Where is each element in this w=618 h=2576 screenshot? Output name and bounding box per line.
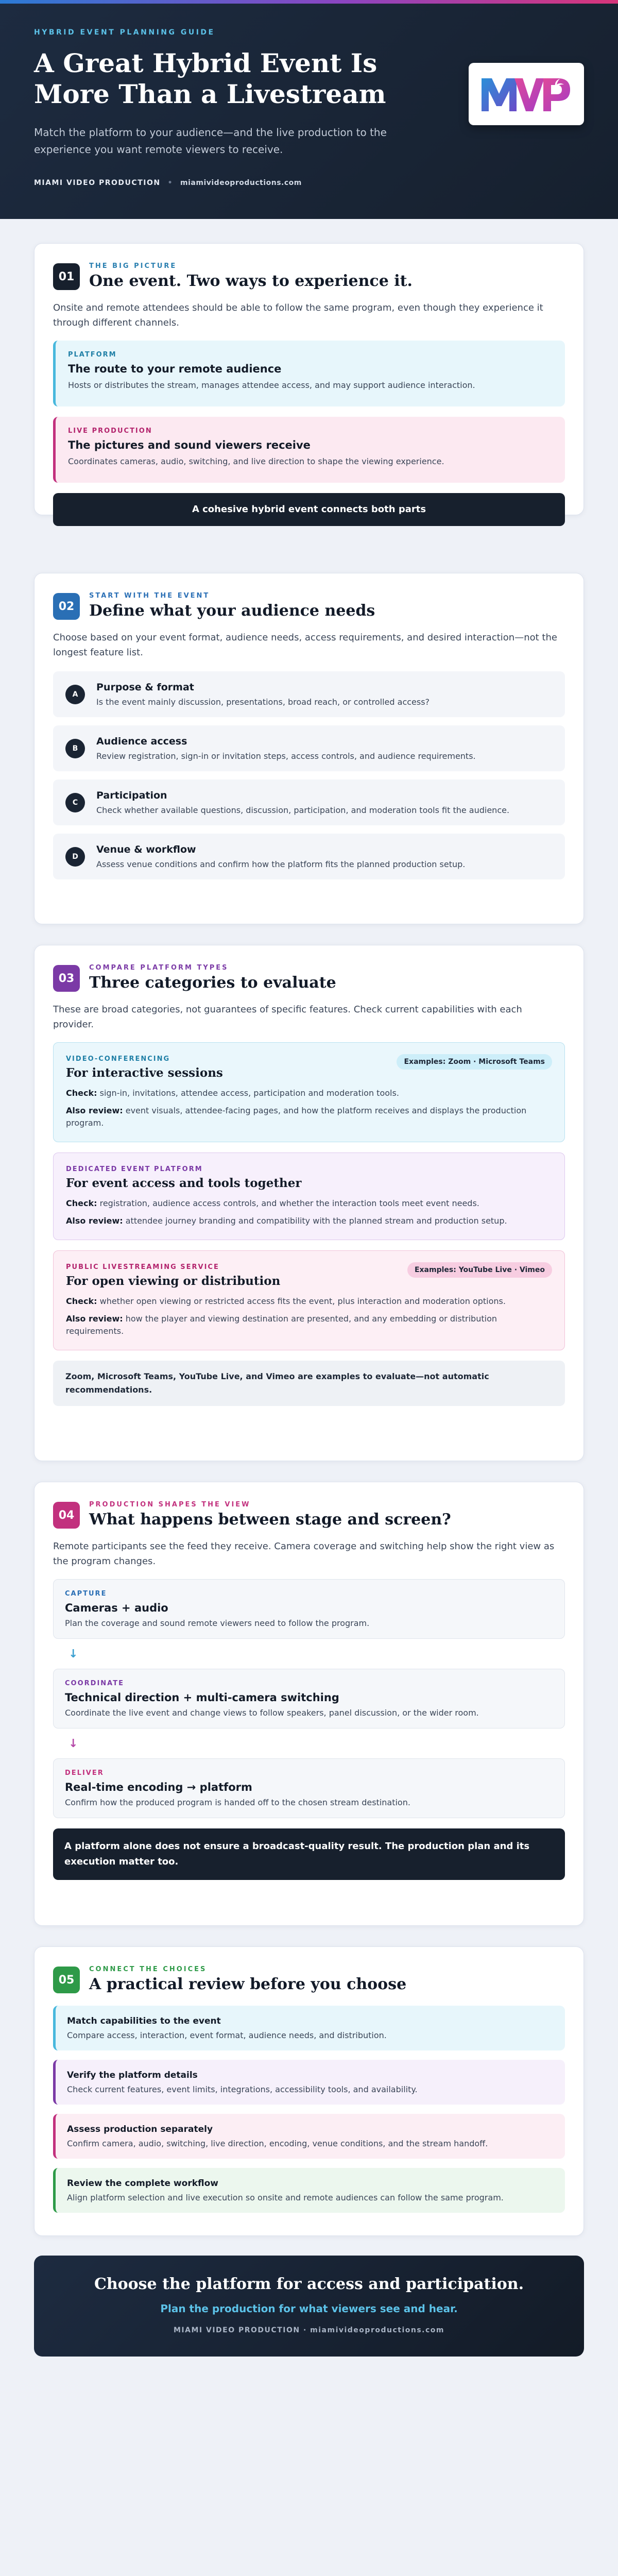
section-eyebrow: PRODUCTION SHAPES THE VIEW <box>89 1501 251 1509</box>
category-label: VIDEO-CONFERENCING <box>66 1055 170 1063</box>
section-header <box>53 592 565 620</box>
category-title: For interactive sessions <box>66 1066 223 1080</box>
panel-label: LIVE PRODUCTION <box>68 427 152 435</box>
section-eyebrow: THE BIG PICTURE <box>89 262 177 270</box>
review-desc: Compare access, interaction, event format, audience needs, and distribution. <box>67 2030 387 2040</box>
need-badge: B <box>65 739 85 758</box>
category-title: For open viewing or distribution <box>66 1274 281 1288</box>
category-video-conferencing <box>53 1042 565 1142</box>
section-big-picture <box>34 243 584 515</box>
category-label: PUBLIC LIVESTREAMING SERVICE <box>66 1263 219 1271</box>
section-number: 02 <box>53 593 80 620</box>
also-text: attendee journey branding and compatibility with the planned stream and production setup. <box>125 1216 507 1226</box>
section-title: A practical review before you choose <box>89 1975 407 1993</box>
section-header <box>53 1501 565 1529</box>
need-desc: Review registration, sign-in or invitation steps, access controls, and audience requirements. <box>96 751 476 761</box>
review-desc: Check current features, event limits, integrations, accessibility tools, and availability. <box>67 2084 418 2094</box>
hero-banner <box>0 0 618 219</box>
step-label: CAPTURE <box>65 1590 107 1598</box>
footer-brand: MIAMI VIDEO PRODUCTION · miamivideoproductions.com <box>174 2326 444 2334</box>
category-check <box>66 1197 552 1210</box>
review-desc: Confirm camera, audio, switching, live direction, encoding, venue conditions, and the stream handoff. <box>67 2139 488 2148</box>
down-arrow-icon: ↓ <box>68 1647 78 1660</box>
hero-eyebrow: HYBRID EVENT PLANNING GUIDE <box>34 28 215 37</box>
category-check <box>66 1295 552 1308</box>
need-item <box>53 779 565 825</box>
step-title: Technical direction + multi-camera switching <box>65 1691 339 1704</box>
section-eyebrow: COMPARE PLATFORM TYPES <box>89 964 229 972</box>
need-item <box>53 671 565 717</box>
review-title: Assess production separately <box>67 2124 213 2134</box>
production-warning-bar: A platform alone does not ensure a broadcast-quality result. The production plan and its execution matter too. <box>53 1828 565 1880</box>
section-number: 03 <box>53 965 80 992</box>
category-also <box>66 1313 552 1337</box>
panel-desc: Coordinates cameras, audio, switching, and live direction to shape the viewing experience. <box>68 456 444 466</box>
summary-bar: A cohesive hybrid event connects both parts <box>53 493 565 526</box>
step-title: Real-time encoding → platform <box>65 1781 252 1793</box>
footer-banner <box>34 2256 584 2357</box>
examples-pill: Examples: YouTube Live · Vimeo <box>407 1262 552 1278</box>
check-label: Check: <box>66 1296 97 1306</box>
panel-title: The pictures and sound viewers receive <box>68 439 311 451</box>
need-badge: A <box>65 685 85 704</box>
examples-note: Zoom, Microsoft Teams, YouTube Live, and Vimeo are examples to evaluate—not automatic recommendations. <box>53 1361 565 1406</box>
review-title: Verify the platform details <box>67 2070 198 2080</box>
section-practical-review <box>34 1946 584 2236</box>
brand-separator: • <box>167 179 174 187</box>
hero-brand-line <box>34 179 584 187</box>
step-coordinate <box>53 1669 565 1728</box>
footer-headline: Choose the platform for access and participation. <box>94 2275 524 2293</box>
check-label: Check: <box>66 1198 97 1208</box>
section-title: One event. Two ways to experience it. <box>89 272 413 290</box>
section-production <box>34 1482 584 1926</box>
section-intro: These are broad categories, not guarantees of specific features. Check current capabilities with each provider. <box>53 1004 522 1030</box>
section-intro: Choose based on your event format, audience needs, access requirements, and desired interaction—not the longest feature list. <box>53 632 557 658</box>
examples-pill: Examples: Zoom · Microsoft Teams <box>397 1054 552 1070</box>
review-item <box>53 2168 565 2213</box>
section-intro: Onsite and remote attendees should be able to follow the same program, even though they experience it through different channels. <box>53 302 543 328</box>
need-desc: Assess venue conditions and confirm how the platform fits the planned production setup. <box>96 859 466 869</box>
section-intro: Remote participants see the feed they receive. Camera coverage and switching help show the right view as the program changes. <box>53 1541 555 1567</box>
section-eyebrow: CONNECT THE CHOICES <box>89 1965 207 1973</box>
need-desc: Is the event mainly discussion, presentations, broad reach, or controlled access? <box>96 697 430 707</box>
step-desc: Coordinate the live event and change views to follow speakers, panel discussion, or the wider room. <box>65 1708 479 1718</box>
page-title: A Great Hybrid Event Is More Than a Livestream <box>34 48 386 109</box>
section-number: 01 <box>53 263 80 290</box>
hero-accent-bar <box>0 0 618 4</box>
step-capture <box>53 1579 565 1639</box>
need-desc: Check whether available questions, discussion, participation, and moderation tools fit the audience. <box>96 805 510 815</box>
step-label: DELIVER <box>65 1769 104 1777</box>
step-desc: Plan the coverage and sound remote viewers need to follow the program. <box>65 1618 370 1628</box>
need-title: Purpose & format <box>96 682 194 693</box>
category-also <box>66 1105 552 1129</box>
check-text: whether open viewing or restricted access fits the event, plus interaction and moderation options. <box>99 1296 506 1306</box>
hero-subtitle: Match the platform to your audience—and the live production to the experience you want remote viewers to receive. <box>34 126 387 156</box>
category-also <box>66 1215 552 1227</box>
mvp-logo <box>469 63 584 125</box>
also-label: Also review: <box>66 1314 123 1324</box>
section-title: What happens between stage and screen? <box>89 1511 451 1529</box>
section-platform-types <box>34 945 584 1461</box>
need-badge: D <box>65 847 85 867</box>
check-text: sign-in, invitations, attendee access, participation and moderation tools. <box>99 1088 399 1098</box>
footer-subheadline: Plan the production for what viewers see and hear. <box>160 2302 458 2315</box>
review-title: Match capabilities to the event <box>67 2016 221 2026</box>
section-title: Define what your audience needs <box>89 602 375 620</box>
step-desc: Confirm how the produced program is handed off to the chosen stream destination. <box>65 1798 410 1807</box>
section-number: 05 <box>53 1967 80 1993</box>
need-title: Audience access <box>96 736 187 747</box>
section-number: 04 <box>53 1502 80 1529</box>
down-arrow-icon: ↓ <box>68 1737 78 1750</box>
section-header <box>53 1965 565 1993</box>
need-title: Venue & workflow <box>96 844 196 855</box>
also-text: event visuals, attendee-facing pages, and how the platform receives and displays the production program. <box>66 1106 527 1128</box>
category-title: For event access and tools together <box>66 1176 302 1190</box>
need-title: Participation <box>96 790 167 801</box>
step-title: Cameras + audio <box>65 1602 168 1614</box>
panel-title: The route to your remote audience <box>68 363 282 375</box>
section-audience-needs <box>34 573 584 924</box>
also-label: Also review: <box>66 1216 123 1226</box>
check-label: Check: <box>66 1088 97 1098</box>
review-item <box>53 2060 565 2105</box>
platform-panel <box>53 341 565 406</box>
review-desc: Align platform selection and live execution so onsite and remote audiences can follow the same program. <box>67 2193 504 2202</box>
review-item <box>53 2006 565 2050</box>
category-event-platform <box>53 1153 565 1240</box>
also-text: how the player and viewing destination are presented, and any embedding or distribution requirements. <box>66 1314 497 1336</box>
brand-url-link[interactable]: miamivideoproductions.com <box>180 179 302 187</box>
section-header <box>53 262 565 290</box>
step-label: COORDINATE <box>65 1680 124 1687</box>
section-eyebrow: START WITH THE EVENT <box>89 592 210 600</box>
review-title: Review the complete workflow <box>67 2178 218 2189</box>
panel-label: PLATFORM <box>68 351 117 359</box>
brand-name: MIAMI VIDEO PRODUCTION <box>34 179 161 187</box>
section-header <box>53 964 565 992</box>
check-text: registration, audience access controls, and whether the interaction tools meet event needs. <box>99 1198 479 1208</box>
step-deliver <box>53 1758 565 1818</box>
category-label: DEDICATED EVENT PLATFORM <box>66 1165 203 1173</box>
also-label: Also review: <box>66 1106 123 1115</box>
category-livestreaming <box>53 1250 565 1350</box>
need-badge: C <box>65 793 85 812</box>
section-title: Three categories to evaluate <box>89 974 336 992</box>
mvp-logo-icon <box>477 71 575 117</box>
panel-desc: Hosts or distributes the stream, manages attendee access, and may support audience interaction. <box>68 380 475 390</box>
review-item <box>53 2114 565 2159</box>
need-item <box>53 834 565 879</box>
need-item <box>53 725 565 771</box>
category-check <box>66 1087 552 1099</box>
live-production-panel <box>53 417 565 483</box>
